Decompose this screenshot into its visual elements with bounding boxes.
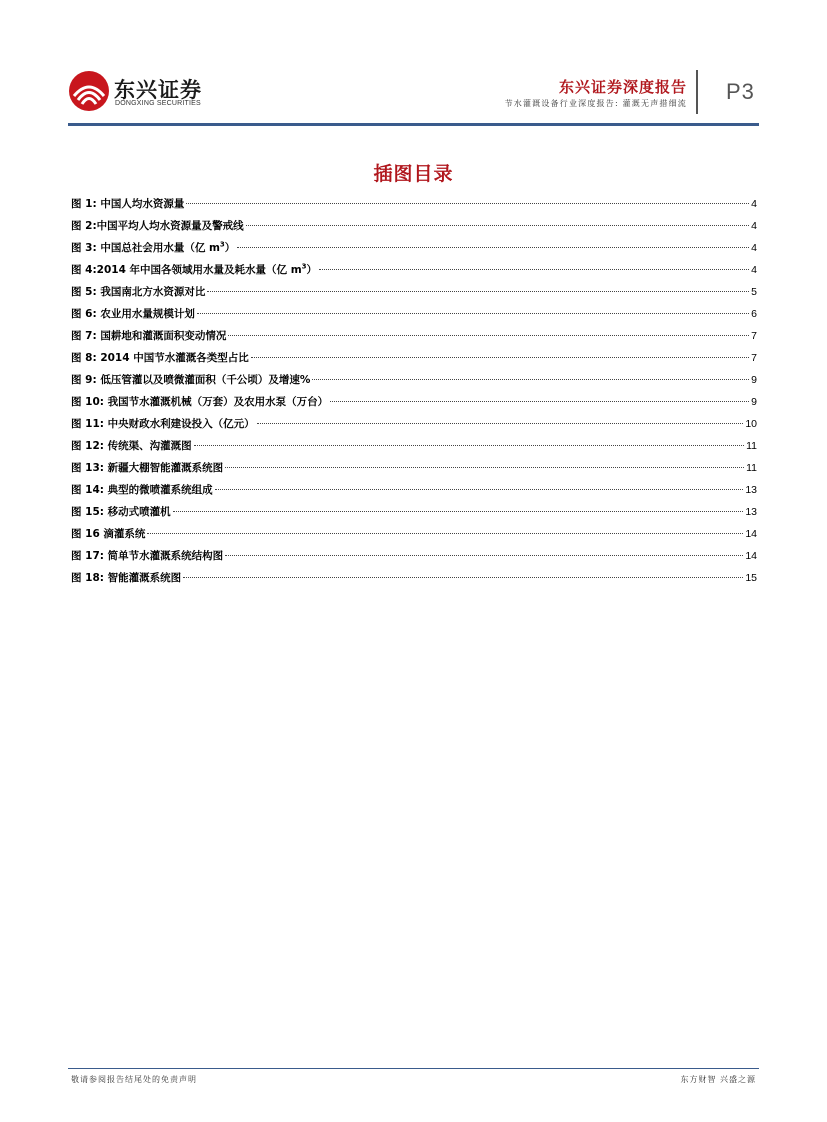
toc-entry[interactable] (71, 196, 757, 218)
toc-leader-dots (257, 422, 744, 424)
toc-entry-label: 图 5: 我国南北方水资源对比 (71, 286, 206, 298)
logo-text-cn: 东兴证券 (114, 78, 202, 102)
toc-leader-dots (228, 334, 749, 336)
toc-entry-page: 11 (746, 440, 757, 452)
toc-entry-page: 6 (751, 308, 757, 320)
page-header (0, 0, 827, 130)
toc-entry-page: 14 (745, 528, 757, 540)
toc-entry[interactable] (71, 372, 757, 394)
toc-entry[interactable] (71, 438, 757, 460)
toc-entry-label: 图 18: 智能灌溉系统图 (71, 572, 182, 584)
toc-entry[interactable] (71, 394, 757, 416)
header-rule (68, 123, 759, 126)
toc-entry-label: 图 16 滴灌系统 (71, 528, 146, 540)
toc-entry-page: 13 (745, 506, 757, 518)
toc-leader-dots (194, 444, 744, 446)
toc-entry-page: 9 (751, 374, 757, 386)
toc-leader-dots (173, 510, 744, 512)
toc-entry-page: 7 (751, 330, 757, 342)
footer-slogan: 东方财智 兴盛之源 (680, 1075, 756, 1084)
toc-entry-page: 4 (751, 220, 757, 232)
toc-entry-label: 图 1: 中国人均水资源量 (71, 198, 185, 210)
dongxing-logo-icon (68, 70, 110, 112)
toc-entry-page: 7 (751, 352, 757, 364)
toc-entry-page: 15 (745, 572, 757, 584)
toc-entry-label: 图 11: 中央财政水利建设投入（亿元） (71, 418, 255, 430)
logo-text-en: DONGXING SECURITIES (115, 100, 201, 107)
toc-leader-dots (207, 290, 749, 292)
toc-leader-dots (225, 466, 744, 468)
toc-entry[interactable] (71, 460, 757, 482)
toc-entry-label: 图 13: 新疆大棚智能灌溉系统图 (71, 462, 224, 474)
toc-entry-label: 图 3: 中国总社会用水量（亿 $m^3$） (71, 240, 236, 254)
toc-entry-label: 图 2:中国平均人均水资源量及警戒线 (71, 220, 244, 232)
figure-toc-list (71, 196, 757, 592)
toc-leader-dots (225, 554, 743, 556)
toc-entry-page: 9 (751, 396, 757, 408)
toc-entry[interactable] (71, 350, 757, 372)
toc-leader-dots (237, 246, 749, 248)
toc-entry[interactable] (71, 482, 757, 504)
toc-entry-page: 4 (751, 242, 757, 254)
toc-entry-label: 图 6: 农业用水量规模计划 (71, 308, 195, 320)
toc-leader-dots (246, 224, 749, 226)
toc-entry-page: 13 (745, 484, 757, 496)
toc-entry-page: 14 (745, 550, 757, 562)
report-title: 东兴证券深度报告 (558, 78, 687, 96)
toc-entry[interactable] (71, 548, 757, 570)
toc-entry-label: 图 8: 2014 中国节水灌溉各类型占比 (71, 352, 249, 364)
footer-rule (68, 1068, 759, 1069)
header-divider (696, 70, 698, 114)
toc-entry[interactable] (71, 504, 757, 526)
toc-entry-page: 4 (751, 264, 757, 276)
toc-leader-dots (312, 378, 749, 380)
toc-entry[interactable] (71, 416, 757, 438)
toc-leader-dots (215, 488, 744, 490)
toc-leader-dots (251, 356, 749, 358)
toc-leader-dots (330, 400, 749, 402)
toc-entry-label: 图 15: 移动式喷灌机 (71, 506, 171, 518)
toc-leader-dots (319, 268, 749, 270)
toc-entry[interactable] (71, 570, 757, 592)
toc-leader-dots (186, 202, 749, 204)
toc-leader-dots (197, 312, 749, 314)
toc-entry-label: 图 14: 典型的微喷灌系统组成 (71, 484, 213, 496)
toc-entry-page: 10 (745, 418, 757, 430)
toc-entry-page: 11 (746, 462, 757, 474)
toc-title: 插图目录 (373, 163, 454, 185)
toc-entry[interactable] (71, 218, 757, 240)
toc-leader-dots (147, 532, 743, 534)
toc-entry-page: 4 (751, 198, 757, 210)
toc-entry[interactable] (71, 306, 757, 328)
page-number: P3 (726, 79, 755, 104)
toc-entry[interactable] (71, 240, 757, 262)
toc-entry[interactable] (71, 328, 757, 350)
toc-entry-label: 图 12: 传统渠、沟灌溉图 (71, 440, 192, 452)
toc-entry-label: 图 7: 国耕地和灌溉面积变动情况 (71, 330, 227, 342)
toc-leader-dots (183, 576, 743, 578)
toc-entry[interactable] (71, 526, 757, 548)
toc-entry[interactable] (71, 262, 757, 284)
toc-entry[interactable] (71, 284, 757, 306)
toc-entry-label: 图 17: 简单节水灌溉系统结构图 (71, 550, 224, 562)
toc-entry-label: 图 9: 低压管灌以及喷微灌面积（千公顷）及增速% (71, 374, 311, 386)
toc-entry-label: 图 10: 我国节水灌溉机械（万套）及农用水泵（万台） (71, 396, 329, 408)
toc-entry-label: 图 4:2014 年中国各领域用水量及耗水量（亿 $m^3$） (71, 262, 318, 276)
report-subtitle: 节水灌溉设备行业深度报告: 灌溉无声措细流 (504, 99, 687, 108)
toc-entry-page: 5 (751, 286, 757, 298)
footer-disclaimer: 敬请参阅报告结尾处的免责声明 (71, 1075, 197, 1084)
